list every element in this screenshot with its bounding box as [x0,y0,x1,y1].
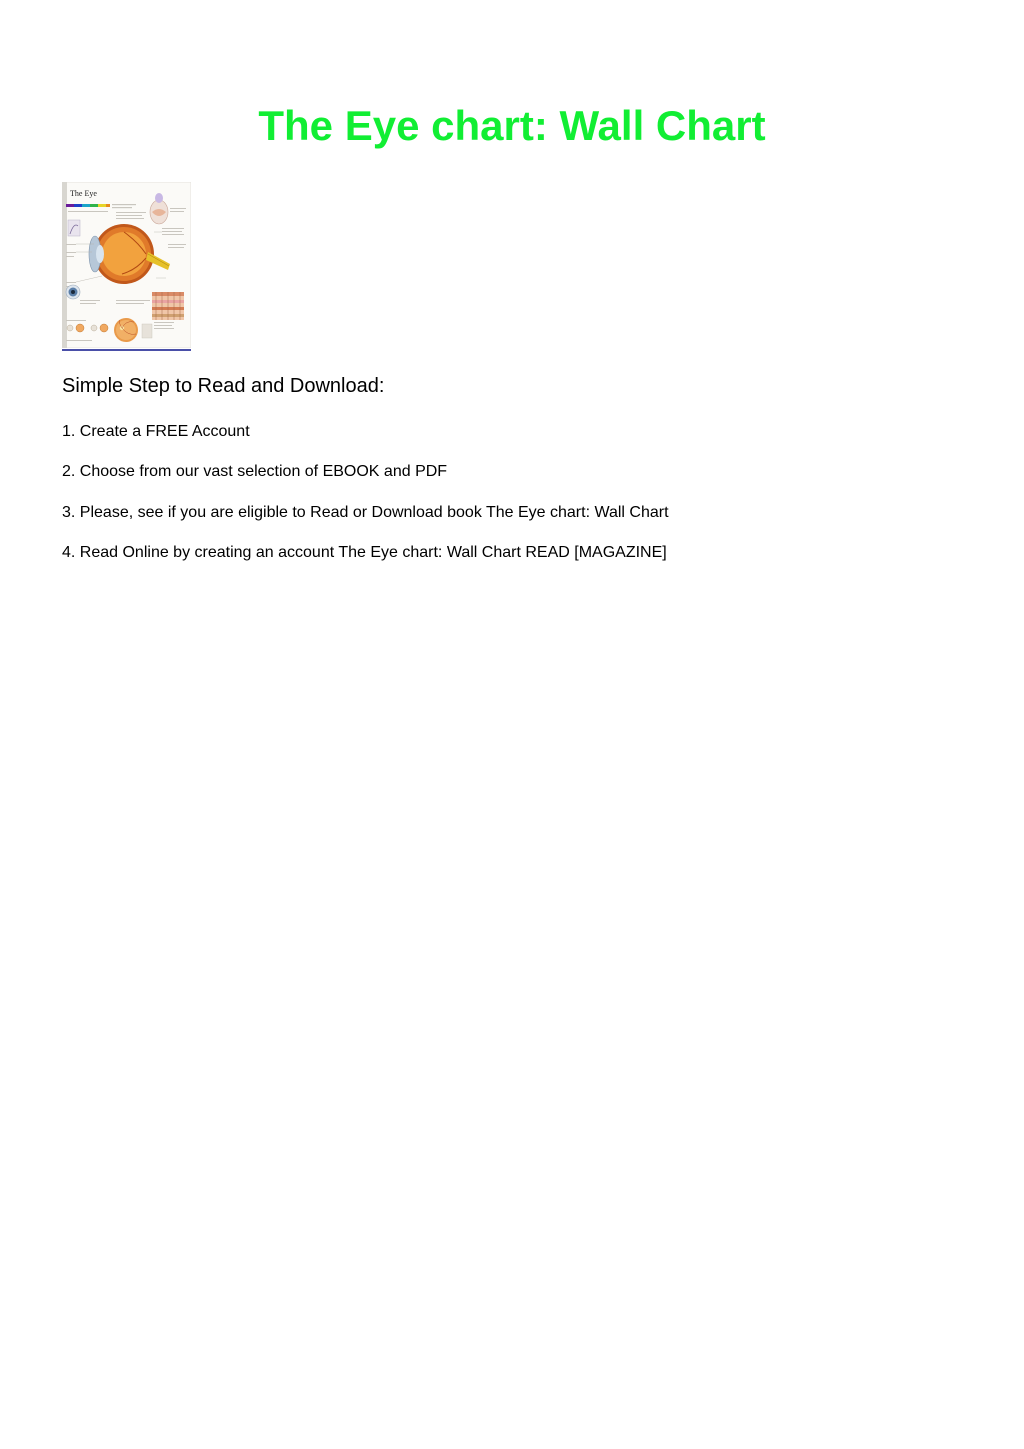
link-underline [62,349,191,351]
page-title: The Eye chart: Wall Chart [258,102,766,149]
instructions-heading: Simple Step to Read and Download: [62,375,385,397]
cover-heading: The Eye [70,189,97,198]
steps-list [62,420,669,581]
list-item: 3. Please, see if you are eligible to Read or Download book The Eye chart: Wall Chart [62,503,669,521]
book-cover-image [62,182,191,348]
list-item: 1. Create a FREE Account [62,423,250,440]
list-item: 4. Read Online by creating an account The Eye chart: Wall Chart READ [MAGAZINE] [62,543,667,561]
list-item: 2. Choose from our vast selection of EBOOK and PDF [62,463,448,481]
book-cover-link[interactable] [62,182,191,352]
